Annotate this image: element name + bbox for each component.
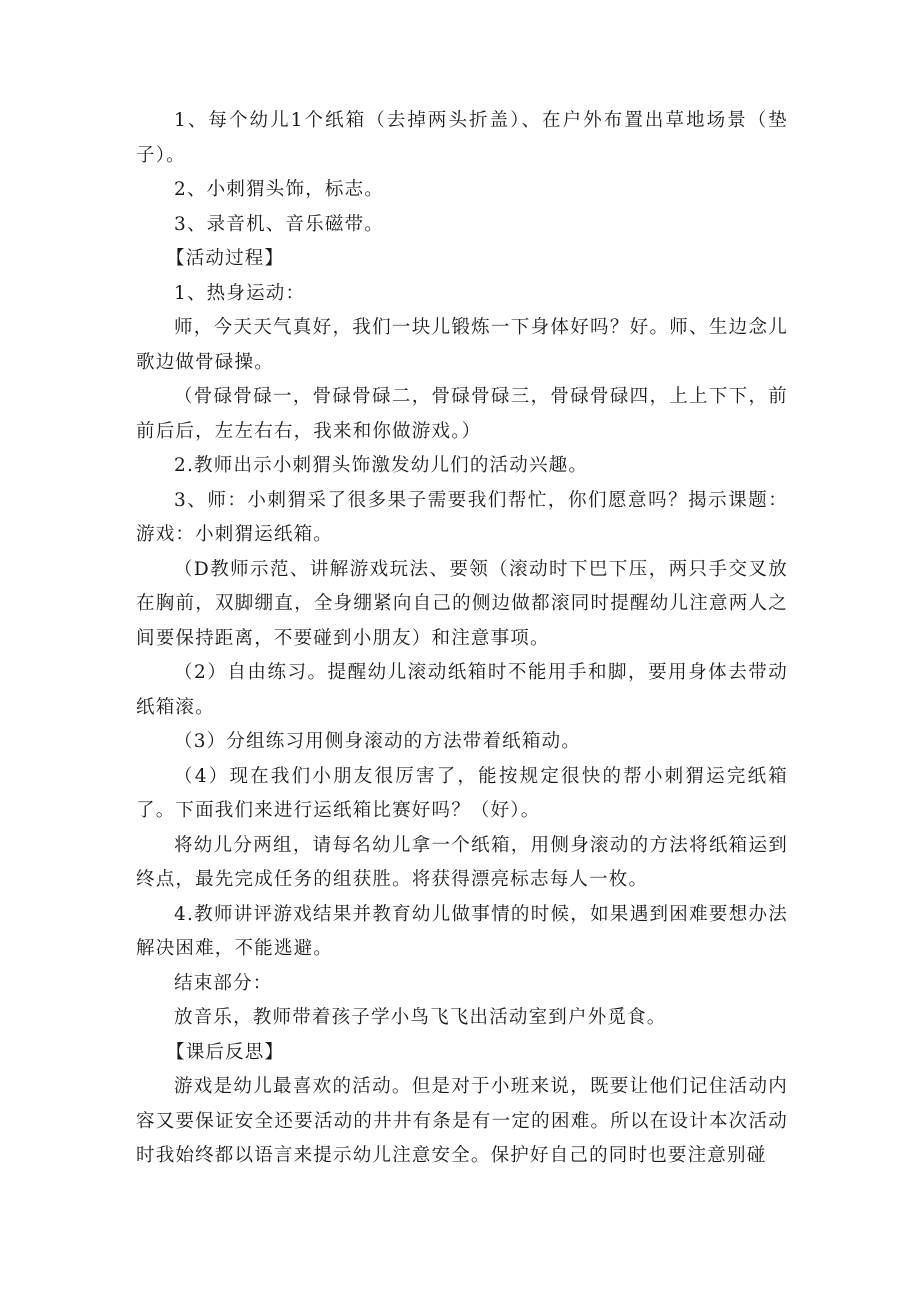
paragraph: 2、小刺猬头饰，标志。	[174, 179, 384, 200]
paragraph: 4.教师讲评游戏结果并教育幼儿做事情的时候，如果遇到困难要想办法解决困难，不能逃避。	[136, 903, 788, 959]
paragraph: （2）自由练习。提醒幼儿滚动纸箱时不能用手和脚，要用身体去带动纸箱滚。	[136, 662, 788, 718]
paragraph: 1、每个幼儿1个纸箱（去掉两头折盖）、在户外布置出草地场景（垫子）。	[136, 110, 788, 166]
paragraph: （骨碌骨碌一，骨碌骨碌二，骨碌骨碌三，骨碌骨碌四，上上下下，前前后后，左左右右，我来和你做游戏。）	[136, 386, 788, 442]
section-heading: 【活动过程】	[166, 248, 285, 269]
document-page	[136, 104, 788, 1174]
paragraph: （4）现在我们小朋友很厉害了，能按规定很快的帮小刺猬运完纸箱了。下面我们来进行运纸箱比赛好吗？（好）。	[136, 765, 788, 821]
paragraph: 将幼儿分两组，请每名幼儿拿一个纸箱，用侧身滚动的方法将纸箱运到终点，最先完成任务的组获胜。将获得漂亮标志每人一枚。	[136, 834, 788, 890]
paragraph: 2.教师出示小刺猬头饰激发幼儿们的活动兴趣。	[174, 455, 589, 476]
paragraph: 结束部分：	[174, 972, 273, 994]
section-heading: 【课后反思】	[166, 1041, 285, 1063]
paragraph: 3、录音机、音乐磁带。	[174, 213, 384, 235]
paragraph: 师，今天天气真好，我们一块儿锻炼一下身体好吗？好。师、生边念儿歌边做骨碌操。	[136, 317, 788, 373]
paragraph: 游戏是幼儿最喜欢的活动。但是对于小班来说，既要让他们记住活动内容又要保证安全还要活动的井井有条是有一定的困难。所以在设计本次活动时我始终都以语言来提示幼儿注意安全。保护好自己的同时也要注意别碰	[136, 1076, 788, 1166]
paragraph: 1、热身运动：	[174, 282, 306, 304]
paragraph: 3、师：小刺猬采了很多果子需要我们帮忙，你们愿意吗？揭示课题：游戏：小刺猬运纸箱。	[136, 489, 788, 545]
paragraph: （3）分组练习用侧身滚动的方法带着纸箱动。	[174, 731, 581, 752]
paragraph: （D教师示范、讲解游戏玩法、要领（滚动时下巴下压，两只手交叉放在胸前，双脚绷直，全身绷紧向自己的侧边做都滚同时提醒幼儿注意两人之间要保持距离，不要碰到小朋友）和注意事项。	[136, 558, 788, 649]
paragraph: 放音乐，教师带着孩子学小鸟飞飞出活动室到户外觅食。	[174, 1007, 667, 1028]
